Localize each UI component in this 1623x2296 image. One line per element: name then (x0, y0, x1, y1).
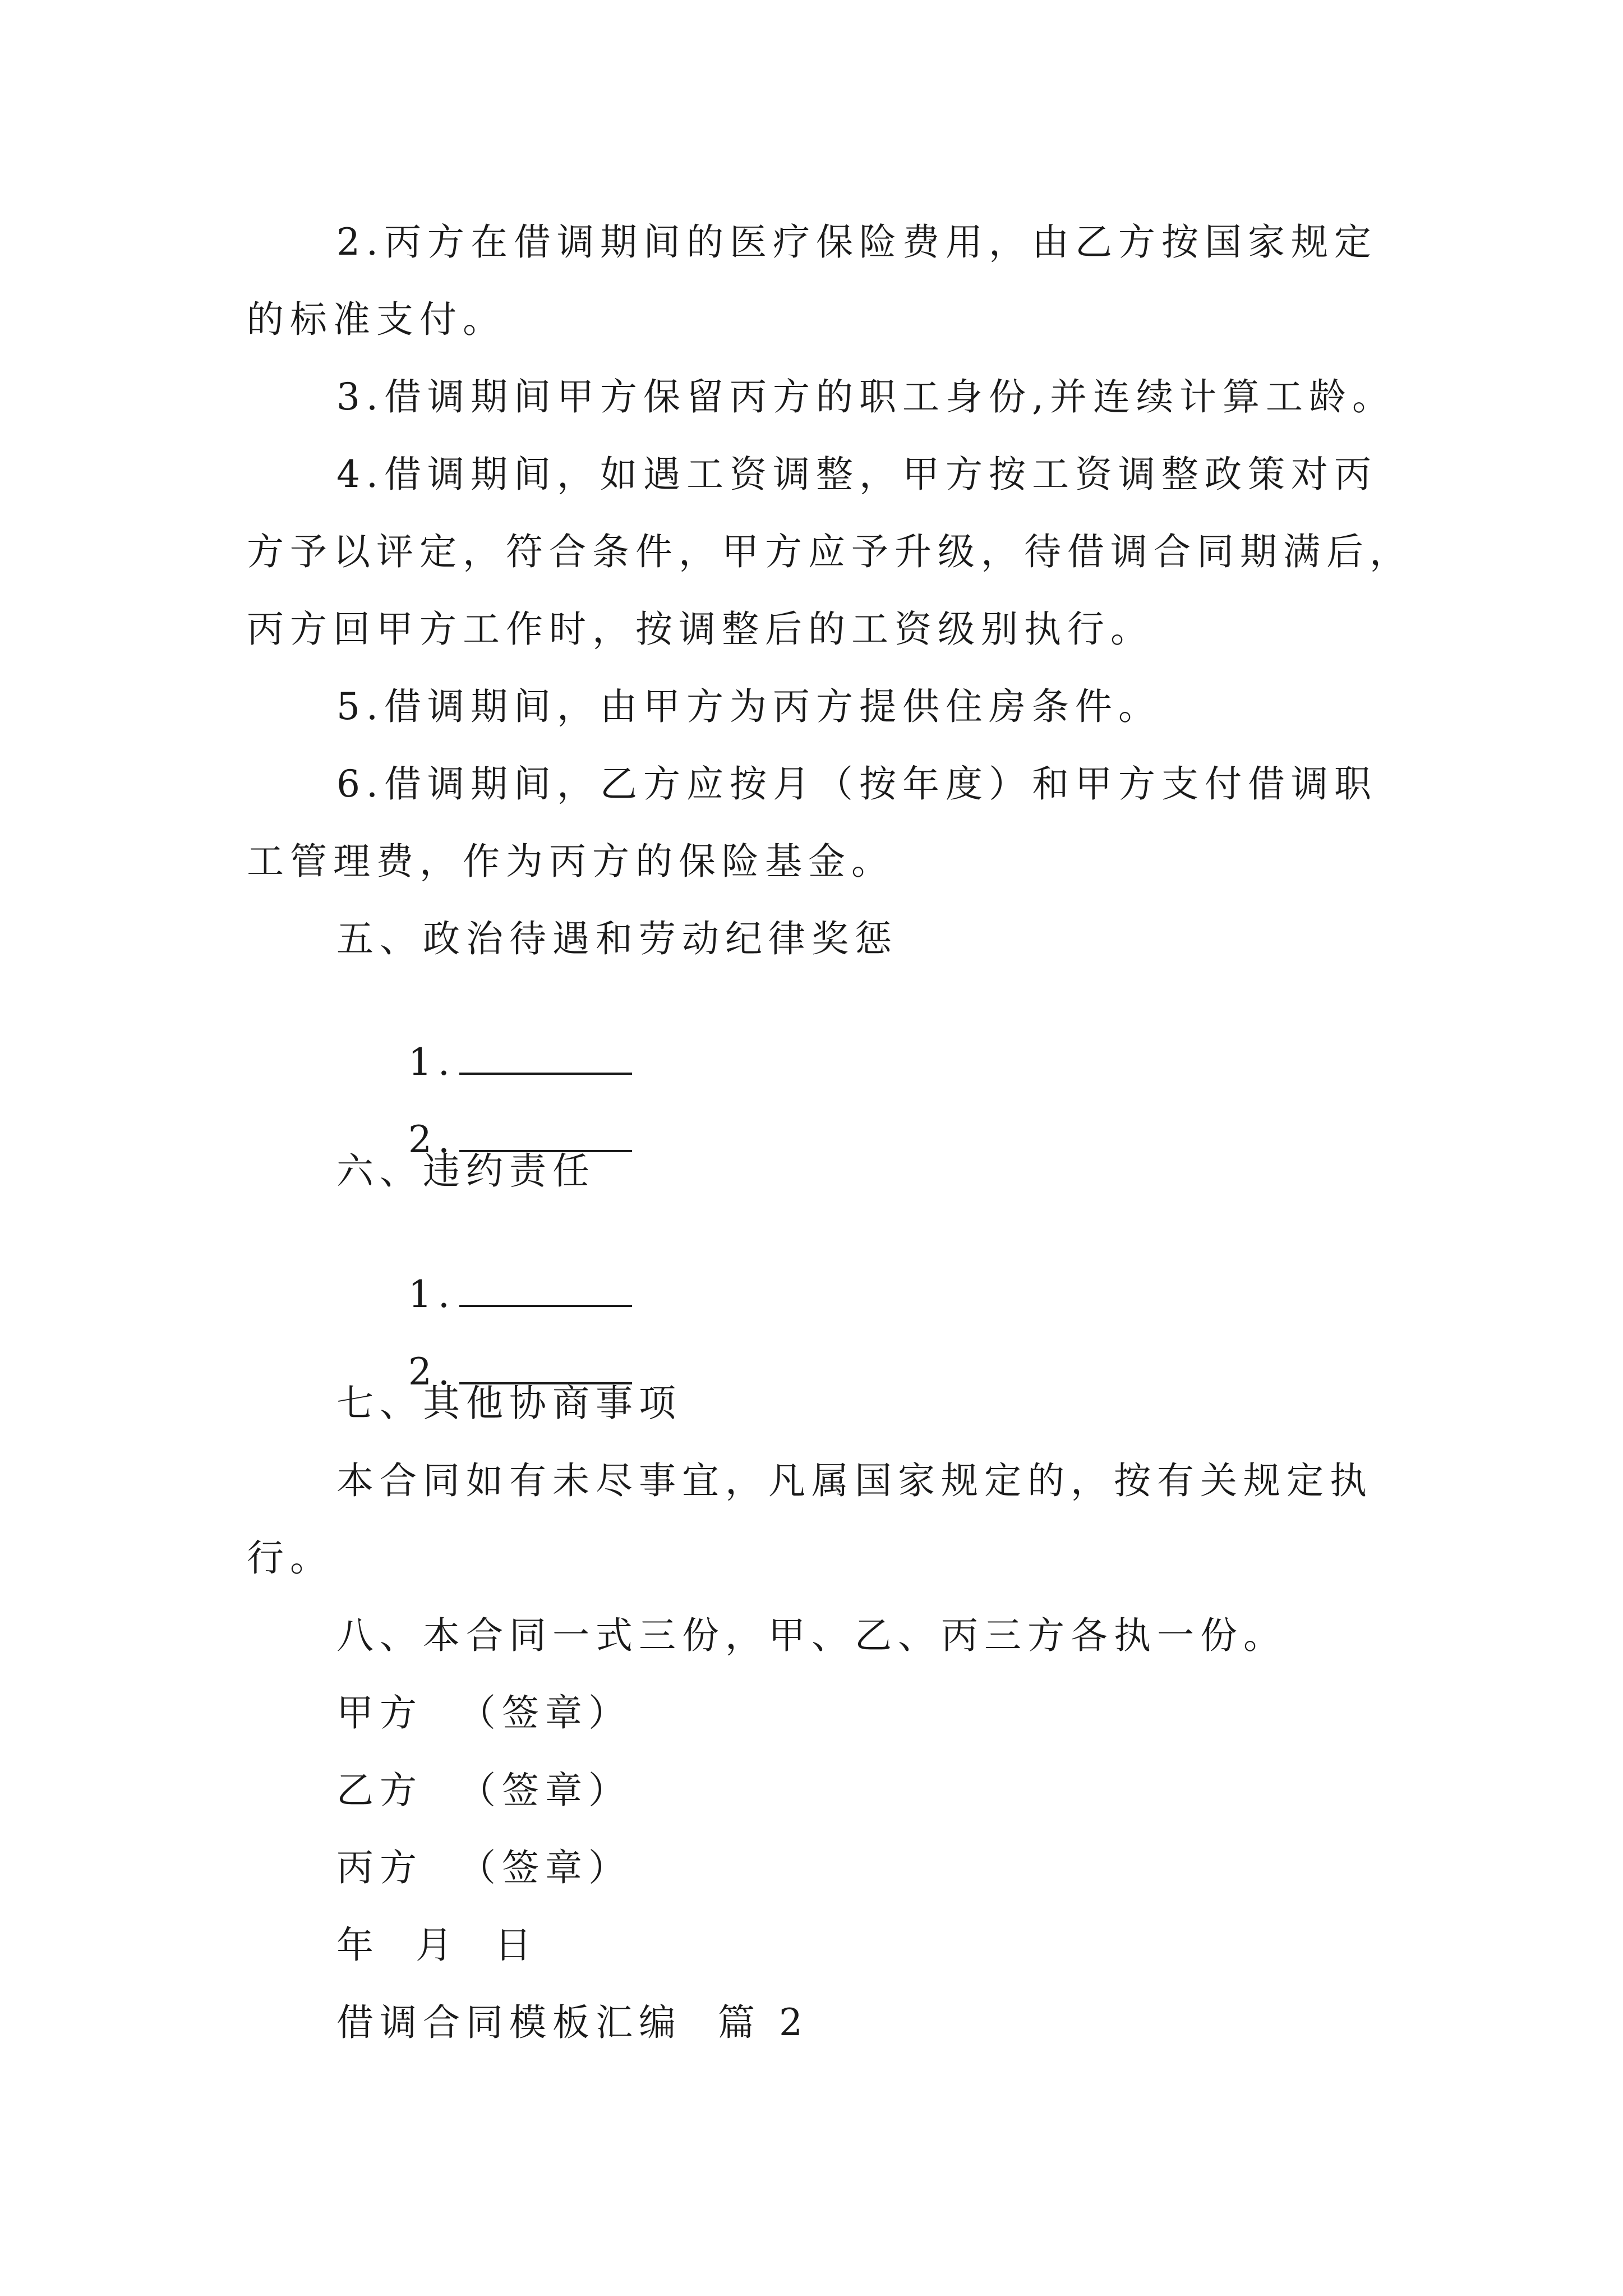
party-b-signature: 乙方 （签章） (336, 1769, 631, 1812)
clause-2-line-2: 的标准支付。 (247, 298, 506, 341)
clause-2-line-1: 2.丙方在借调期间的医疗保险费用，由乙方按国家规定 (336, 220, 1377, 264)
section-5-heading: 五、政治待遇和劳动纪律奖惩 (336, 917, 898, 960)
clause-3: 3.借调期间甲方保留丙方的职工身份,并连续计算工龄。 (336, 375, 1395, 418)
item-number: 1. (408, 1273, 456, 1316)
party-c-signature: 丙方 （签章） (336, 1846, 631, 1889)
clause-5: 5.借调期间，由甲方为丙方提供住房条件。 (336, 685, 1161, 728)
section-6-heading: 六、违约责任 (336, 1149, 596, 1193)
section-7-text-line-1: 本合同如有未尽事宜，凡属国家规定的，按有关规定执 (336, 1459, 1373, 1502)
party-a-signature: 甲方 （签章） (336, 1691, 631, 1734)
clause-6-line-2: 工管理费，作为丙方的保险基金。 (247, 840, 895, 883)
date-line: 年 月 日 (336, 1924, 538, 1967)
clause-4-line-3: 丙方回甲方工作时，按调整后的工资级别执行。 (247, 608, 1154, 651)
section-6-item-2 (336, 1304, 632, 1393)
next-template-heading: 借调合同模板汇编 篇 2 (336, 2001, 809, 2044)
item-number: 2. (408, 1118, 456, 1161)
fill-in-blank[interactable] (459, 1039, 632, 1075)
fill-in-blank[interactable] (459, 1116, 632, 1152)
section-7-heading: 七、其他协商事项 (336, 1382, 682, 1425)
section-6-item-1 (336, 1226, 632, 1316)
clause-4-line-2: 方予以评定，符合条件，甲方应予升级，待借调合同期满后， (247, 530, 1413, 573)
item-number: 1. (408, 1041, 456, 1084)
clause-4-line-1: 4.借调期间，如遇工资调整，甲方按工资调整政策对丙 (336, 453, 1377, 496)
section-5-item-1 (336, 994, 632, 1084)
fill-in-blank[interactable] (459, 1271, 632, 1307)
section-8-heading: 八、本合同一式三份，甲、乙、丙三方各执一份。 (336, 1614, 1287, 1657)
clause-6-line-1: 6.借调期间，乙方应按月（按年度）和甲方支付借调职 (336, 762, 1377, 806)
fill-in-blank[interactable] (459, 1349, 632, 1384)
section-7-text-line-2: 行。 (247, 1536, 333, 1580)
item-number: 2. (408, 1350, 456, 1393)
section-5-item-2 (336, 1071, 632, 1161)
